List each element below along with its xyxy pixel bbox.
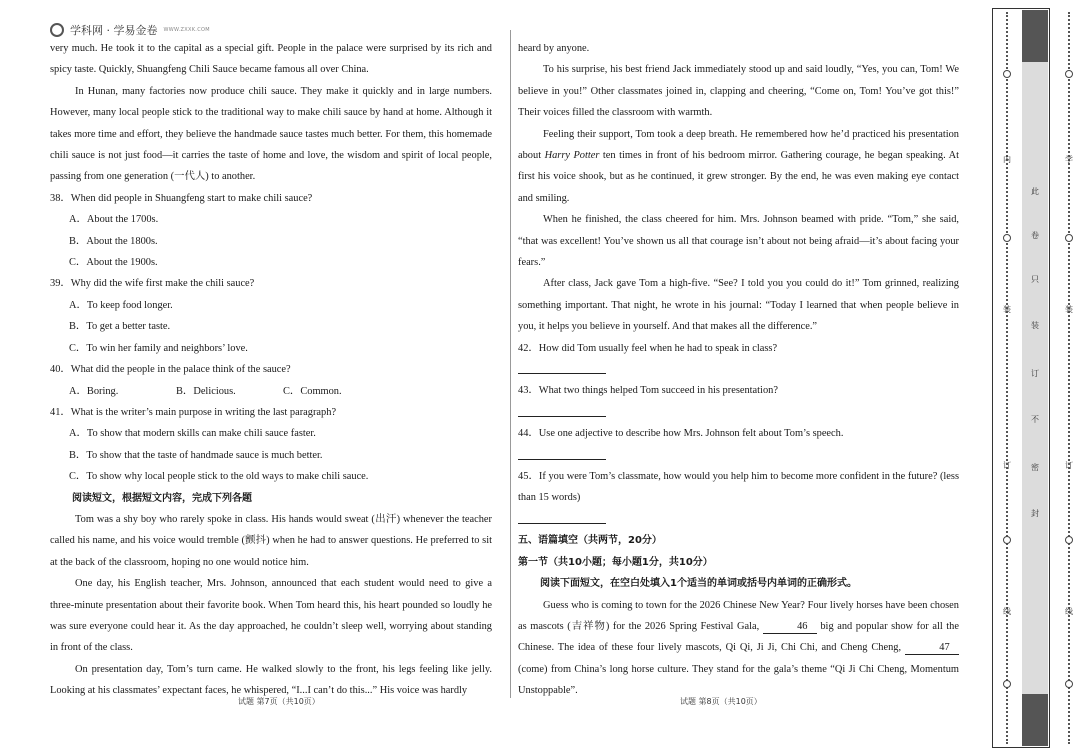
notice-char: 卷: [1031, 231, 1039, 240]
book-title: Harry Potter: [544, 150, 600, 162]
paragraph: To his surprise, his best friend Jack immediately stood up and said loudly, “Yes, you can, Tom! We believe in you!” Other classmates joined in, clapping and cheering, “Come on, Tom! You’ve got this!” Their voices filled the classroom with warmth.: [518, 64, 959, 119]
binding-char: 线: [1065, 607, 1073, 616]
site-logo: [50, 22, 210, 38]
paragraph: heard by anyone.: [518, 43, 590, 54]
question-42: 42．How did Tom usually feel when he had to speak in class?: [518, 342, 778, 354]
text-run: Guess who is coming to town for the 2026 Chinese New Year? Four lively horses have been chosen as mascots (吉祥物) for the 2026 Spring Festival Gala,: [518, 599, 959, 632]
question-40: 40．What did the people in the palace think of the sauce?: [50, 364, 291, 376]
option: A．To keep food longer.: [69, 299, 173, 311]
paragraph: very much. He took it to the capital as a special gift. People in the palace were surprised by its rich and spicy taste. Quickly, Shuangfeng Chili Sauce became famous all over China.: [50, 43, 492, 76]
paragraph: On presentation day, Tom’s turn came. He walked slowly to the front, his legs feeling like jelly. Looking at his classmates’ expectant faces, he whispered, “I...I can’t do this...” His voice was hardly: [50, 663, 492, 697]
paragraph: When he finished, the class cheered for him. Mrs. Johnson beamed with pride. “Tom,” she said, “that was excellent! You’ve shown us all that courage isn’t about not being afraid—it’s about facing your fears.”: [518, 214, 959, 269]
binding-strip-bottom: [1022, 694, 1048, 746]
option: C．To win her family and neighbors’ love.: [69, 342, 248, 354]
blank-46[interactable]: 46: [763, 620, 817, 634]
notice-char: 不: [1031, 415, 1039, 424]
hole-icon: [1065, 234, 1073, 242]
paragraph: [518, 124, 959, 210]
binding-char: 订: [1065, 461, 1073, 470]
hole-icon: [1065, 680, 1073, 688]
options-row: [50, 381, 492, 402]
left-column: [50, 38, 492, 702]
instructions: 阅读下面短文，在空白处填入1个适当的单词或括号内单词的正确形式。: [540, 578, 857, 590]
option: A．Boring.: [69, 385, 119, 397]
page-footer-left: 试题 第7页（共10页）: [238, 697, 320, 706]
cut-line: [1068, 12, 1070, 744]
notice-char: 此: [1031, 187, 1039, 196]
binding-char: 装: [1065, 305, 1073, 314]
right-column: [518, 38, 959, 702]
logo-icon: [50, 23, 64, 37]
question-38: 38．When did people in Shuangfeng start to make chili sauce?: [50, 192, 313, 204]
question-39: 39．Why did the wife first make the chili sauce?: [50, 278, 255, 290]
paragraph: Tom was a shy boy who rarely spoke in class. His hands would sweat (出汗) whenever the teacher called his name, and his voice would tremble (颤抖) when he had to answer questions. He preferred to sit at the back of the classroom, hoping no one would notice him.: [50, 513, 492, 568]
binding-char: 学: [1065, 155, 1073, 164]
binding-margin: [990, 8, 1078, 752]
option: A．To show that modern skills can make chili sauce faster.: [69, 428, 316, 440]
page-footer-right: 试题 第8页（共10页）: [680, 697, 762, 706]
paragraph: [518, 595, 959, 702]
option: C．To show why local people stick to the old ways to make chili sauce.: [69, 471, 369, 483]
paragraph: In Hunan, many factories now produce chili sauce. They make it quickly and in large numbers. However, many local people stick to the traditional way to make chili sauce by hand at home. Although it takes more time and effort, they believe the handmade sauce tastes much better. For them, this homemade chili sauce is not just food—it carries the taste of home and love, the wisdom and spirit of local people, passing from one generation (一代人) to another.: [50, 85, 492, 183]
section-heading: 五、语篇填空（共两节，20分）: [518, 535, 662, 547]
paragraph: After class, Jack gave Tom a high-five. “See? I told you you could do it!” Tom grinned, realizing something important. That night, he wrote in his journal: “Today I learned that when people believe in you, it helps you believe in yourself. And that makes all the difference.”: [518, 278, 959, 333]
hole-icon: [1003, 234, 1011, 242]
binding-char: 装: [1003, 305, 1011, 314]
binding-char: 线: [1003, 607, 1011, 616]
notice-char: 订: [1031, 369, 1039, 378]
text-run: ten times in front of his bedroom mirror. Gathering courage, he began speaking. At first his voice shook, but as he continued, it grew stronger. By the end, he was even making eye contact and smiling.: [518, 150, 959, 204]
option: B．To get a better taste.: [69, 321, 171, 333]
option: B．Delicious.: [176, 385, 236, 397]
cut-line: [1006, 12, 1008, 744]
column-divider: [510, 30, 511, 698]
hole-icon: [1003, 536, 1011, 544]
binding-strip-top: [1022, 10, 1048, 62]
question-41: 41．What is the writer’s main purpose in writing the last paragraph?: [50, 406, 337, 418]
option: C．About the 1900s.: [69, 257, 158, 269]
question-44: 44．Use one adjective to describe how Mrs. Johnson felt about Tom’s speech.: [518, 428, 844, 440]
notice-char: 密: [1031, 463, 1039, 472]
binding-char: 订: [1003, 461, 1011, 470]
section-heading: 阅读短文，根据短文内容，完成下列各题: [72, 492, 252, 504]
question-45: 45．If you were Tom’s classmate, how would you help him to become more confident in the future? (less than 15 words): [518, 471, 959, 504]
option: B．About the 1800s.: [69, 235, 158, 247]
notice-char: 封: [1031, 509, 1039, 518]
option: B．To show that the taste of handmade sauce is much better.: [69, 449, 323, 461]
binding-char: 内: [1003, 155, 1011, 164]
notice-char: 只: [1031, 275, 1039, 284]
logo-subtext: WWW.ZXXK.COM: [163, 27, 210, 33]
hole-icon: [1065, 536, 1073, 544]
hole-icon: [1065, 70, 1073, 78]
text-run: (come) from China’s long horse culture. They stand for the gala’s theme “Qi Ji Chi Cheng, Momentum Unstoppable”.: [518, 663, 959, 697]
option: C．Common.: [283, 385, 342, 397]
paragraph: One day, his English teacher, Mrs. Johnson, announced that each student would need to give a three-minute presentation about their favorite book. When Tom heard this, his heart pounded so loudly he was sure everyone could hear it. As the day approached, he couldn’t sleep well, worrying about standing in front of the class.: [50, 578, 492, 654]
hole-icon: [1003, 680, 1011, 688]
text-run: big and popular show for all the Chinese. The idea of these four lively mascots, Qi Qi, Ji Ji, Chi Chi, and Cheng Cheng,: [518, 620, 959, 654]
hole-icon: [1003, 70, 1011, 78]
question-43: 43．What two things helped Tom succeed in his presentation?: [518, 385, 778, 397]
logo-text: 学科网 · 学易金卷: [70, 24, 158, 37]
notice-char: 装: [1031, 321, 1039, 330]
blank-47[interactable]: 47: [905, 641, 959, 655]
subsection-heading: 第一节（共10小题；每小题1分，共10分）: [518, 556, 713, 568]
text-run: Feeling their support, Tom took a deep breath. He remembered how he’d practiced his presentation about: [518, 128, 959, 162]
option: A．About the 1700s.: [69, 214, 159, 226]
